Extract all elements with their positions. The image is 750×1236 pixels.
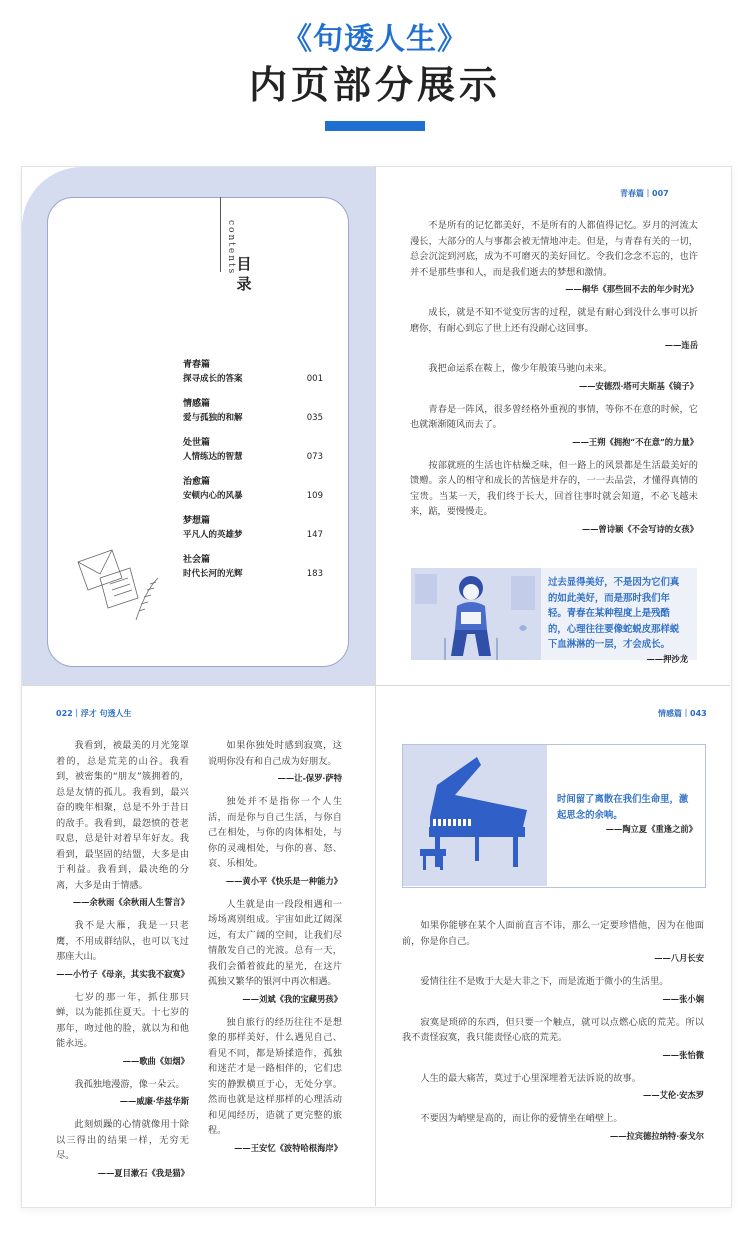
quote-attribution: ——刘斌《我的宝藏男孩》 [242, 993, 342, 1004]
quote-paragraph: 我把命运系在鞍上，像少年般策马驰向未来。 [428, 363, 613, 374]
piano-quote-attribution: ——陶立夏《重逢之前》 [605, 824, 697, 834]
envelope-illustration [70, 540, 165, 625]
quote-paragraph: 爱情往往不是败于大是大非之下，而是流逝于微小的生活里。 [420, 976, 669, 987]
quote-paragraph: 青春是一阵风，很多曾经格外重视的事情，等你不在意的时候，它也就渐渐随风而去了。 [410, 403, 698, 430]
quote-paragraph: 七岁的那一年，抓住那只蝉，以为能抓住夏天。十七岁的那年，吻过他的脸，就以为和他能永远。 [56, 991, 189, 1049]
quote-paragraph: 按部就班的生活也许枯燥乏味，但一路上的风景都是生活最美好的馈赠。亲人的相守和成长的苦恼是并存的，一一去品尝，才懂得真情的宝贵。当某一天，我们终于长大，回首往事时就会知道，不必飞越未来，踮，要慢慢走。 [410, 459, 698, 517]
quote-attribution: ——张小娴 [662, 993, 704, 1004]
toc-page-number: 035 [306, 413, 323, 423]
toc-chapter-title: 探寻成长的答案 [183, 374, 243, 384]
right-text-column [208, 738, 342, 1164]
running-header: 情感篇｜043 [658, 709, 707, 718]
quote-attribution: ——让-保罗·萨特 [277, 773, 342, 783]
toc-entry[interactable] [183, 436, 323, 475]
toc-section-name: 社会篇 [183, 555, 211, 565]
toc-section-name: 处世篇 [183, 438, 211, 448]
toc-section-name: 青春篇 [183, 360, 211, 370]
toc-page-number: 183 [306, 569, 323, 579]
quote-paragraph: 我看到，被最美的月光笼罩着的，总是荒芜的山谷。我看到，被密集的“朋友”簇拥着的，总是友情的孤儿。我看到，最兴奋的晚年相聚，总是不外于昔日的敌手。我看到，最怨愤的苍老叹息，总是针对着早年好友。我看到，最坚固的结盟，大多是由于利益。我看到，最决绝的分离，大多是由于情感。 [56, 740, 189, 891]
toc-list [183, 358, 323, 592]
toc-chapter-title: 人情练达的智慧 [183, 452, 243, 462]
quote-paragraph: 寂寞是琐碎的东西，但只要一个触点，就可以点燃心底的荒芜。所以我不责怪寂寞，我只能责怪心底的荒芜。 [402, 1016, 704, 1043]
toc-entry[interactable] [183, 553, 323, 592]
toc-page-number: 073 [306, 452, 323, 462]
section-title: 内页部分展示 [248, 63, 501, 107]
spread-divider [21, 685, 730, 686]
quote-attribution: ——王安忆《波特哈根海岸》 [234, 1142, 342, 1153]
quote-paragraph: 我不是大雁，我是一只老鹰，不用成群结队，也可以飞过那座大山。 [56, 920, 189, 962]
toc-entry[interactable] [183, 475, 323, 514]
toc-chapter-title: 爱与孤独的和解 [183, 413, 243, 423]
quote-paragraph: 如果你独处时感到寂寞，这说明你没有和自己成为好朋友。 [208, 740, 342, 767]
quote-attribution: ——拉宾德拉纳特·泰戈尔 [609, 1130, 704, 1141]
toc-section-name: 梦想篇 [183, 516, 211, 526]
quote-attribution: ——夏目漱石《我是猫》 [97, 1167, 189, 1178]
toc-entry[interactable] [183, 514, 323, 553]
quote-attribution: ——桐华《那些回不去的年少时光》 [565, 284, 698, 294]
toc-divider-line [220, 197, 221, 272]
quote-paragraph: 人生的最大痛苦，莫过于心里深埋着无法诉说的故事。 [420, 1072, 641, 1084]
quote-paragraph: 此刻烦躁的心情就像用十除以三得出的结果一样，无穷无尽。 [56, 1119, 189, 1161]
piano-quote-text: 时间留了离散在我们生命里，激起思念的余响。 [557, 794, 689, 821]
running-header: 022｜浮才 句透人生 [56, 709, 132, 718]
quote-attribution: ——王朔《拥抱“不在意”的力量》 [572, 436, 698, 447]
quote-paragraph: 不是所有的记忆都美好，不是所有的人都值得记忆。岁月的河流太漫长，大部分的人与事都会被无情地冲走。但是，与青春有关的一切，总会沉淀到河底，成为不可磨灭的美好回忆。令我们念念不忘的，也许并不是那些事和人，而是我们逝去的梦想和激情。 [410, 220, 698, 278]
quote-attribution: ——小竹子《母亲，其实我不寂寞》 [56, 968, 189, 979]
toc-heading-char-2: 录 [236, 275, 252, 293]
quote-attribution: ——八月长安 [654, 953, 704, 963]
highlight-quote-text: 过去显得美好，不是因为它们真的如此美好，而是那时我们年轻。青春在某种程度上是残酷的，心理往往要像蛇蜕皮那样蜕下血淋淋的一层，才会成长。 [548, 577, 680, 650]
quote-attribution: ——连岳 [664, 340, 698, 350]
quote-attribution: ——艾伦·安杰罗 [643, 1090, 704, 1100]
title-underline [325, 121, 425, 131]
left-text-column [56, 738, 189, 1189]
piano-quote [557, 792, 697, 835]
quote-paragraph: 独处并不是指你一个人生活，而是你与自己生活，与你自己在相处，与你的肉体相处，与你的灵魂相处，与你的喜、怒、哀、乐相处。 [208, 796, 342, 869]
highlight-quote-attribution: ——押沙龙 [646, 653, 688, 664]
quote-paragraph: 不要因为峭壁是高的，而让你的爱情坐在峭壁上。 [420, 1113, 623, 1124]
highlight-quote [548, 575, 688, 665]
piano-illustration [415, 755, 540, 875]
toc-chapter-title: 平凡人的英雄梦 [183, 530, 243, 540]
quote-attribution: ——黄小平《快乐是一种能力》 [225, 875, 342, 886]
toc-chapter-title: 时代长河的光辉 [183, 569, 243, 579]
toc-section-name: 治愈篇 [183, 477, 211, 487]
quote-attribution: ——张怡微 [662, 1049, 704, 1060]
spine-divider [375, 166, 376, 1206]
toc-contents-label: contents [226, 220, 236, 276]
quote-paragraph: 独自旅行的经历往往不是想象的那样美好，什么遇见自己、看见不同，都是矫揉造作，孤独和迷茫才是一路相伴的，它们忠实的静默横亘于心，无处分享。然而也就是这样那样的心理活动和见闻经历，造就了更完整的旅程。 [208, 1016, 342, 1136]
toc-page-number: 147 [306, 530, 323, 540]
quote-attribution: ——安德烈·塔可夫斯基《镜子》 [578, 380, 698, 391]
page-text-column [410, 218, 698, 545]
toc-entry[interactable] [183, 397, 323, 436]
quote-attribution: ——曾诗颖《不会写诗的女孩》 [581, 523, 698, 534]
quote-paragraph: 人生就是由一段段相遇和一场场离别组成。宇宙如此辽阔深远，有太广阔的空间，让我们尽情散发自己的光波。总有一天，我们会循着彼此的星光，在这片孤独又繁华的银河中再次相遇。 [208, 898, 342, 987]
toc-heading-char-1: 目 [236, 255, 252, 273]
quote-attribution: ——威廉·华兹华斯 [119, 1096, 189, 1106]
toc-chapter-title: 安顿内心的风暴 [183, 491, 243, 501]
page-text-column [402, 918, 704, 1152]
reading-girl-illustration [411, 568, 541, 660]
running-header: 青春篇｜007 [620, 189, 669, 198]
toc-page-number: 109 [306, 491, 323, 501]
toc-heading [234, 254, 254, 294]
quote-paragraph: 成长，就是不知不觉变厉害的过程，就是有耐心到没什么事可以折磨你，有耐心到忘了世上还有没耐心这回事。 [410, 307, 698, 334]
toc-page-number: 001 [306, 374, 323, 384]
quote-attribution: ——歌曲《如烟》 [122, 1055, 189, 1066]
quote-paragraph: 我孤独地漫游，像一朵云。 [74, 1078, 185, 1090]
book-title: 《句透人生》 [282, 22, 468, 57]
quote-attribution: ——余秋雨《余秋雨人生誓言》 [72, 897, 189, 907]
toc-entry[interactable] [183, 358, 323, 397]
quote-paragraph: 如果你能够在某个人面前直言不讳，那么一定要珍惜他，因为在他面前，你是你自己。 [402, 920, 704, 947]
toc-section-name: 情感篇 [183, 399, 211, 409]
